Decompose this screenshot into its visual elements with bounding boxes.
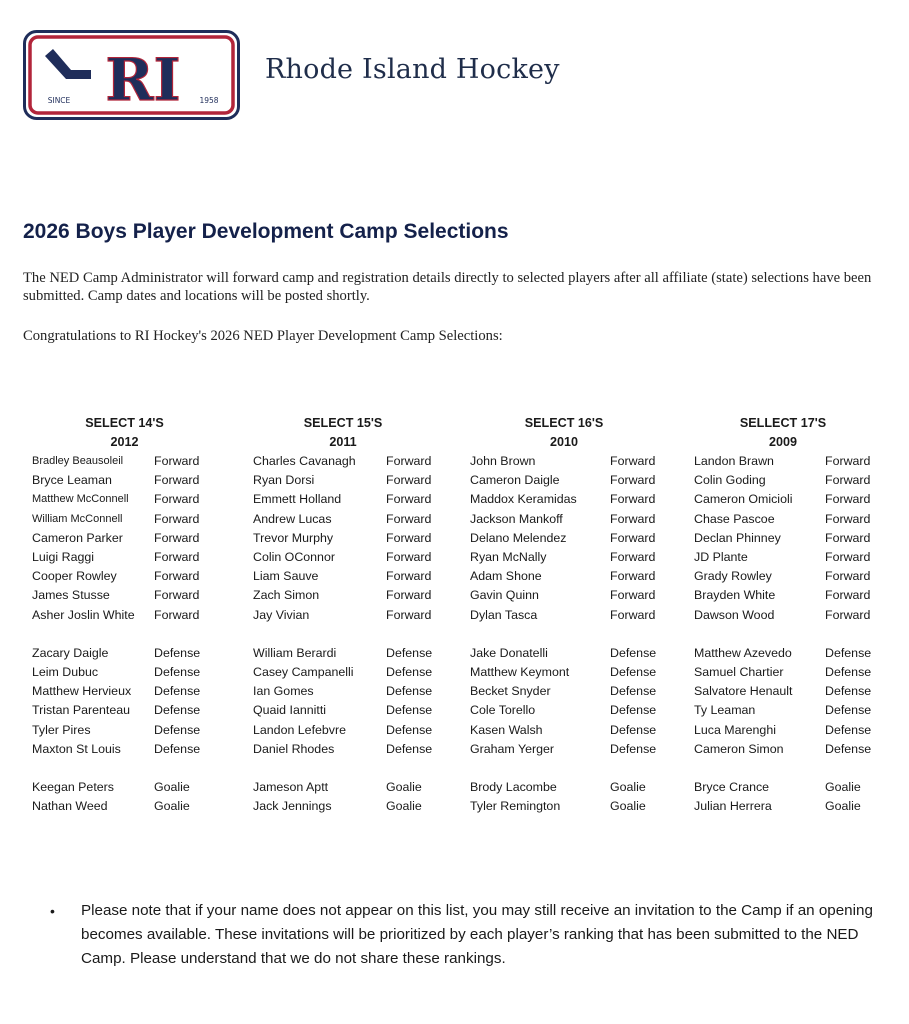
- player-row: [253, 682, 438, 701]
- player-position: Forward: [154, 588, 200, 603]
- player-position: Defense: [154, 703, 201, 718]
- player-row: [253, 567, 438, 586]
- player-position: Goalie: [154, 780, 190, 795]
- player-position: Defense: [386, 722, 433, 737]
- player-position: Forward: [154, 607, 200, 622]
- player-name: Samuel Chartier: [694, 665, 784, 680]
- player-position: Defense: [154, 645, 201, 660]
- player-row: [32, 567, 217, 586]
- player-row: [32, 721, 217, 740]
- player-name: Matthew Azevedo: [694, 645, 792, 660]
- player-row: [694, 778, 879, 797]
- player-row: [470, 471, 660, 490]
- player-row: [694, 682, 879, 701]
- player-row: [694, 471, 879, 490]
- player-name: Liam Sauve: [253, 569, 319, 584]
- player-name: Ryan Dorsi: [253, 473, 315, 488]
- site-title: Rhode Island Hockey: [265, 54, 560, 85]
- player-row: [470, 529, 660, 548]
- logo-since-label: SINCE: [47, 96, 71, 105]
- player-position: Defense: [154, 684, 201, 699]
- player-row: [694, 567, 879, 586]
- player-name: Landon Brawn: [694, 454, 774, 468]
- player-position: Forward: [154, 569, 200, 584]
- player-name: Colin OConnor: [253, 549, 335, 564]
- player-list: [694, 452, 879, 817]
- player-row: [694, 606, 879, 625]
- player-position: Forward: [825, 530, 871, 545]
- roster-select-17: [694, 414, 879, 817]
- player-position: Goalie: [825, 799, 861, 814]
- player-position: Goalie: [610, 780, 646, 795]
- team-birth-year: 2009: [768, 435, 798, 449]
- player-row: [694, 586, 879, 605]
- player-name: Emmett Holland: [253, 492, 342, 507]
- player-row: [694, 548, 879, 567]
- player-position: Forward: [610, 473, 656, 488]
- player-position: Forward: [610, 454, 656, 468]
- player-name: Zacary Daigle: [32, 645, 109, 660]
- player-row: [253, 778, 438, 797]
- player-position: Defense: [610, 645, 657, 660]
- player-name: Delano Melendez: [470, 530, 567, 545]
- player-position: Forward: [610, 492, 656, 507]
- player-row: [253, 529, 438, 548]
- player-row: [32, 490, 217, 509]
- player-name: Maxton St Louis: [32, 741, 121, 756]
- player-name: Cameron Parker: [32, 530, 123, 545]
- player-name: Jake Donatelli: [470, 645, 548, 660]
- intro-paragraph: The NED Camp Administrator will forward camp and registration details directly to selected players after all affiliate (state) selections have been submitted. Camp dates and locations will be posted shortly.: [23, 270, 872, 304]
- player-row: [32, 778, 217, 797]
- player-row: [694, 663, 879, 682]
- player-name: Nathan Weed: [32, 799, 108, 814]
- player-row: [470, 644, 660, 663]
- player-row: [253, 721, 438, 740]
- player-name: Luigi Raggi: [32, 549, 94, 564]
- player-row: [253, 471, 438, 490]
- player-position: Defense: [825, 703, 872, 718]
- player-name: Maddox Keramidas: [470, 492, 577, 507]
- player-position: Defense: [386, 645, 433, 660]
- player-position: Goalie: [825, 780, 861, 795]
- player-position: Defense: [610, 722, 657, 737]
- player-name: Dawson Wood: [694, 607, 775, 622]
- player-name: Salvatore Henault: [694, 684, 793, 699]
- player-position: Defense: [610, 703, 657, 718]
- player-position: Forward: [386, 511, 432, 526]
- player-row: [253, 548, 438, 567]
- player-name: Chase Pascoe: [694, 511, 775, 526]
- player-name: Daniel Rhodes: [253, 741, 335, 756]
- player-row: [694, 490, 879, 509]
- player-row: [32, 548, 217, 567]
- player-name: Jay Vivian: [253, 607, 310, 622]
- team-title: SELECT 16'S: [524, 416, 604, 430]
- player-name: Brayden White: [694, 588, 776, 603]
- player-row: [694, 510, 879, 529]
- player-row: [470, 778, 660, 797]
- player-row: [253, 510, 438, 529]
- player-position: Forward: [386, 530, 432, 545]
- player-position: Defense: [154, 741, 201, 756]
- player-position: Forward: [610, 549, 656, 564]
- player-position: Defense: [610, 665, 657, 680]
- player-position: Goalie: [386, 799, 422, 814]
- player-row: [32, 701, 217, 720]
- player-name: Cameron Omicioli: [694, 492, 793, 507]
- player-position: Defense: [825, 645, 872, 660]
- ri-logo-graphic: [23, 30, 240, 120]
- player-name: Matthew Keymont: [470, 665, 570, 680]
- bullet-icon: •: [50, 903, 55, 919]
- player-row: [470, 606, 660, 625]
- team-birth-year: 2012: [110, 435, 139, 449]
- player-row: [470, 663, 660, 682]
- player-position: Forward: [386, 473, 432, 488]
- player-name: Dylan Tasca: [470, 607, 538, 622]
- player-name: Landon Lefebvre: [253, 722, 347, 737]
- player-name: Cooper Rowley: [32, 569, 117, 584]
- player-name: Charles Cavanagh: [253, 454, 356, 468]
- player-row: [470, 721, 660, 740]
- player-position: Forward: [386, 454, 432, 468]
- player-position: Defense: [386, 665, 433, 680]
- player-row: [470, 586, 660, 605]
- player-position: Forward: [386, 569, 432, 584]
- player-row: [470, 567, 660, 586]
- roster-select-15: [253, 414, 438, 817]
- player-row: [32, 682, 217, 701]
- player-name: Adam Shone: [470, 569, 542, 584]
- player-position: Goalie: [386, 780, 422, 795]
- player-name: Jackson Mankoff: [470, 511, 563, 526]
- player-row: [32, 586, 217, 605]
- player-name: Ian Gomes: [253, 684, 314, 699]
- player-row: [32, 510, 217, 529]
- team-title: SELLECT 17'S: [739, 416, 827, 430]
- player-position: Forward: [386, 588, 432, 603]
- player-row: [253, 586, 438, 605]
- player-name: Bryce Crance: [694, 780, 770, 795]
- player-name: Kasen Walsh: [470, 722, 543, 737]
- player-row: [694, 797, 879, 816]
- player-row: [32, 644, 217, 663]
- player-row: [470, 510, 660, 529]
- player-name: Matthew McConnell: [32, 493, 129, 506]
- player-name: JD Plante: [694, 549, 748, 564]
- player-position: Forward: [825, 549, 871, 564]
- player-position: Defense: [610, 684, 657, 699]
- player-row: [32, 797, 217, 816]
- player-position: Defense: [154, 722, 201, 737]
- logo-letters: RI: [105, 46, 181, 114]
- player-name: Tyler Remington: [470, 799, 561, 814]
- player-row: [32, 606, 217, 625]
- player-position: Defense: [610, 741, 657, 756]
- logo-year: 1958: [199, 96, 219, 105]
- player-name: Gavin Quinn: [470, 588, 539, 603]
- player-name: Brody Lacombe: [470, 780, 557, 795]
- player-row: [470, 701, 660, 720]
- player-name: Trevor Murphy: [253, 530, 334, 545]
- note-text: Please note that if your name does not appear on this list, you may still receive an invitation to the Camp if an opening becomes available. These invitations will be prioritized by each player’s ranking that has been submitted to the NED Camp. Please understand that we do not share these rankings.: [81, 902, 873, 967]
- player-row: [694, 740, 879, 759]
- player-name: Tristan Parenteau: [32, 703, 131, 718]
- player-row: [694, 452, 879, 471]
- player-row: [253, 663, 438, 682]
- group-spacer: [694, 759, 879, 778]
- player-name: Cameron Daigle: [470, 473, 560, 488]
- player-position: Goalie: [610, 799, 646, 814]
- player-row: [694, 529, 879, 548]
- player-position: Defense: [825, 741, 872, 756]
- group-spacer: [253, 759, 438, 778]
- player-name: Asher Joslin White: [32, 607, 135, 622]
- player-position: Defense: [825, 722, 872, 737]
- player-name: Tyler Pires: [32, 722, 91, 737]
- player-position: Goalie: [154, 799, 190, 814]
- team-title: SELECT 15'S: [303, 416, 383, 430]
- player-position: Forward: [154, 454, 200, 468]
- player-name: Becket Snyder: [470, 684, 551, 699]
- player-row: [253, 701, 438, 720]
- player-position: Forward: [154, 473, 200, 488]
- player-position: Defense: [825, 665, 872, 680]
- player-row: [253, 452, 438, 471]
- player-position: Forward: [610, 530, 656, 545]
- player-position: Defense: [154, 665, 201, 680]
- team-birth-year: 2010: [549, 435, 579, 449]
- player-row: [253, 740, 438, 759]
- player-name: Jack Jennings: [253, 799, 332, 814]
- player-row: [470, 490, 660, 509]
- player-position: Forward: [825, 492, 871, 507]
- player-row: [470, 740, 660, 759]
- player-position: Forward: [610, 511, 656, 526]
- player-row: [32, 471, 217, 490]
- player-name: John Brown: [470, 454, 536, 468]
- player-name: Julian Herrera: [694, 799, 772, 814]
- player-row: [694, 644, 879, 663]
- player-position: Forward: [825, 569, 871, 584]
- player-name: Cameron Simon: [694, 741, 784, 756]
- group-spacer: [253, 625, 438, 644]
- player-position: Forward: [154, 549, 200, 564]
- player-row: [32, 529, 217, 548]
- player-row: [253, 606, 438, 625]
- player-list: [253, 452, 438, 817]
- player-name: Declan Phinney: [694, 530, 781, 545]
- roster-select-14: [32, 414, 217, 817]
- player-position: Forward: [825, 473, 871, 488]
- group-spacer: [32, 625, 217, 644]
- player-position: Forward: [825, 454, 871, 468]
- player-position: Forward: [154, 530, 200, 545]
- player-name: Ty Leaman: [694, 703, 756, 718]
- player-list: [32, 452, 217, 817]
- group-spacer: [694, 625, 879, 644]
- player-name: Grady Rowley: [694, 569, 772, 584]
- player-row: [470, 452, 660, 471]
- player-position: Defense: [386, 741, 433, 756]
- player-row: [32, 740, 217, 759]
- player-name: Leim Dubuc: [32, 665, 99, 680]
- player-position: Forward: [610, 588, 656, 603]
- player-position: Defense: [825, 684, 872, 699]
- group-spacer: [32, 759, 217, 778]
- player-name: Zach Simon: [253, 588, 320, 603]
- player-name: Luca Marenghi: [694, 722, 776, 737]
- group-spacer: [470, 625, 660, 644]
- player-name: James Stusse: [32, 588, 110, 603]
- player-name: Colin Goding: [694, 473, 766, 488]
- player-position: Forward: [386, 549, 432, 564]
- player-name: Cole Torello: [470, 703, 536, 718]
- player-position: Forward: [825, 607, 871, 622]
- player-name: William Berardi: [253, 645, 337, 660]
- player-name: Casey Campanelli: [253, 665, 354, 680]
- player-row: [470, 797, 660, 816]
- player-position: Forward: [825, 588, 871, 603]
- player-name: Jameson Aptt: [253, 780, 329, 795]
- player-position: Forward: [610, 569, 656, 584]
- page-title: 2026 Boys Player Development Camp Selections: [23, 220, 509, 243]
- rhode-island-hockey-logo: [23, 30, 240, 120]
- player-name: Andrew Lucas: [253, 511, 332, 526]
- player-row: [470, 682, 660, 701]
- player-position: Forward: [386, 492, 432, 507]
- player-row: [253, 644, 438, 663]
- note-list-item: [50, 899, 890, 971]
- player-name: Matthew Hervieux: [32, 684, 132, 699]
- player-name: Bryce Leaman: [32, 473, 112, 488]
- player-row: [253, 490, 438, 509]
- player-position: Defense: [386, 703, 433, 718]
- player-name: Bradley Beausoleil: [32, 455, 124, 467]
- player-position: Forward: [154, 492, 200, 507]
- player-position: Forward: [825, 511, 871, 526]
- player-row: [253, 797, 438, 816]
- player-name: William McConnell: [32, 512, 123, 525]
- player-list: [470, 452, 660, 817]
- player-row: [32, 663, 217, 682]
- player-row: [32, 452, 217, 471]
- player-position: Defense: [386, 684, 433, 699]
- player-name: Keegan Peters: [32, 780, 114, 795]
- player-name: Graham Yerger: [470, 741, 555, 756]
- player-position: Forward: [154, 511, 200, 526]
- player-position: Forward: [386, 607, 432, 622]
- player-row: [694, 701, 879, 720]
- team-birth-year: 2011: [329, 435, 357, 449]
- player-position: Forward: [610, 607, 656, 622]
- player-row: [694, 721, 879, 740]
- congrats-paragraph: Congratulations to RI Hockey's 2026 NED Player Development Camp Selections:: [23, 328, 503, 344]
- roster-select-16: [470, 414, 660, 817]
- player-name: Ryan McNally: [470, 549, 547, 564]
- player-row: [470, 548, 660, 567]
- team-title: SELECT 14'S: [85, 416, 164, 430]
- group-spacer: [470, 759, 660, 778]
- player-name: Quaid Iannitti: [253, 703, 327, 718]
